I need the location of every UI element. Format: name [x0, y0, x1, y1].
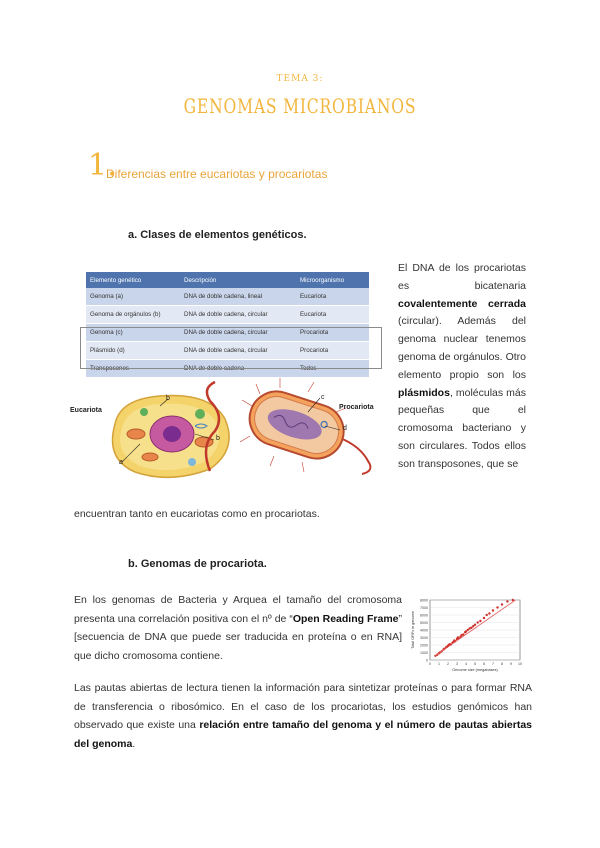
- text-span: ” [secuencia de DNA que puede ser traducida en proteína o en RNA] que dicho cromosoma contiene.: [74, 612, 402, 662]
- y-tick-label: 6000: [420, 613, 428, 618]
- table-header-cell: Microorganismo: [296, 272, 369, 288]
- data-point: [506, 600, 508, 602]
- x-axis-label: Genome size (megabases): [452, 668, 498, 672]
- annotation-d: d: [343, 425, 347, 432]
- bold-term: plásmidos: [398, 386, 450, 399]
- tema-label: TEMA 3:: [276, 74, 324, 84]
- y-tick-label: 8000: [420, 598, 428, 603]
- x-tick-label: 7: [492, 662, 494, 666]
- table-cell: Genoma (a): [86, 288, 180, 306]
- prokaryote-cell-illustration: [190, 376, 390, 476]
- subsection-a-title: a. Clases de elementos genéticos.: [128, 229, 307, 241]
- table-cell: DNA de doble cadena, lineal: [180, 288, 296, 306]
- x-tick-label: 9: [510, 662, 512, 666]
- genome-orf-paragraph: [74, 591, 402, 665]
- data-point: [488, 612, 490, 614]
- x-tick-label: 8: [501, 662, 503, 666]
- text-span: Las pautas abiertas de lectura tienen la información para sintetizar proteínas o para formar RNA de transferencia o ribosómico. En el caso de los procariotas, los estudios genómicos han observado que existe una: [74, 682, 532, 731]
- data-point: [483, 617, 485, 619]
- y-tick-label: 7000: [420, 606, 428, 610]
- table-row: [86, 288, 369, 306]
- x-tick-label: 1: [438, 662, 440, 666]
- x-tick-label: 3: [456, 662, 458, 666]
- x-tick-label: 5: [474, 662, 476, 666]
- eukaryote-label: Eucariota: [70, 407, 102, 414]
- annotation-b: b: [166, 395, 170, 402]
- orf-explanation-paragraph: [74, 679, 532, 753]
- table-header-row: [86, 272, 369, 288]
- table-cell: Transposones: [86, 360, 180, 378]
- continuation-line: encuentran tanto en eucariotas como en procariotas.: [74, 508, 320, 520]
- dna-description-paragraph: [398, 260, 526, 474]
- document-title: GENOMAS MICROBIANOS: [183, 94, 417, 118]
- x-tick-label: 6: [483, 662, 485, 666]
- table-cell: DNA de doble cadena, circular: [180, 342, 296, 360]
- subsection-b-title: b. Genomas de procariota.: [128, 558, 267, 570]
- bold-term: Open Reading Frame: [292, 612, 399, 625]
- y-tick-label: 1000: [420, 651, 428, 655]
- table-cell: Genoma de orgánulos (b): [86, 306, 180, 324]
- data-point: [477, 621, 479, 623]
- table-cell: DNA de doble cadena: [180, 360, 296, 378]
- bold-term: relación entre tamaño del genoma y el número de pautas abiertas del genoma: [74, 719, 532, 750]
- data-point: [496, 606, 498, 608]
- table-row: [86, 306, 369, 324]
- data-point: [492, 609, 494, 611]
- genome-size-orf-chart: [408, 594, 534, 678]
- x-tick-label: 2: [447, 662, 449, 666]
- table-cell: DNA de doble cadena, circular: [180, 306, 296, 324]
- data-point: [486, 614, 488, 616]
- data-point: [501, 603, 503, 605]
- text-span: , moléculas más pequeñas que el cromosoma bacteriano y son circulares. Todos ellos son transposones, que se: [398, 386, 526, 470]
- table-header-cell: Elemento genético: [86, 272, 180, 288]
- x-tick-label: 10: [518, 662, 522, 666]
- text-span: En los genomas de Bacteria y Arquea el tamaño del cromosoma presenta una correlación positiva con el nº de “: [74, 594, 402, 625]
- table-cell: Procariota: [296, 342, 369, 360]
- y-axis-label: Total ORFs in genome: [411, 611, 415, 649]
- table-cell: Genoma (c): [86, 324, 180, 342]
- annotation-c: c: [321, 394, 325, 401]
- text-span: (circular). Además del genoma nuclear tenemos genoma de orgánulos. Otro elemento propio son los: [398, 315, 526, 381]
- table-cell: Eucariota: [296, 306, 369, 324]
- table-cell: Plásmido (d): [86, 342, 180, 360]
- table-highlight-box: [80, 327, 382, 369]
- prokaryote-label: Procariota: [339, 404, 374, 411]
- text-span: El DNA de los procariotas es bicatenaria: [398, 262, 526, 292]
- table-cell: Procariota: [296, 324, 369, 342]
- bold-term: covalentemente cerrada: [398, 297, 526, 310]
- annotation-a: a: [119, 459, 123, 466]
- x-tick-label: 0: [429, 662, 431, 666]
- y-tick-label: 5000: [420, 621, 428, 625]
- text-span: .: [132, 737, 136, 750]
- y-tick-label: 4000: [420, 628, 428, 633]
- table-cell: DNA de doble cadena, circular: [180, 324, 296, 342]
- annotation-b: b: [216, 435, 220, 442]
- data-point: [474, 624, 476, 626]
- table-cell: Eucariota: [296, 288, 369, 306]
- section-number: 1.: [88, 148, 117, 183]
- y-tick-label: 0: [426, 658, 428, 663]
- y-tick-label: 3000: [420, 636, 428, 640]
- y-tick-label: 2000: [420, 643, 428, 648]
- section-title: Diferencias entre eucariotas y procariotas: [106, 167, 328, 181]
- table-cell: Todos: [296, 360, 369, 378]
- table-header-cell: Descripción: [180, 272, 296, 288]
- x-tick-label: 4: [465, 662, 467, 666]
- data-point: [479, 620, 481, 622]
